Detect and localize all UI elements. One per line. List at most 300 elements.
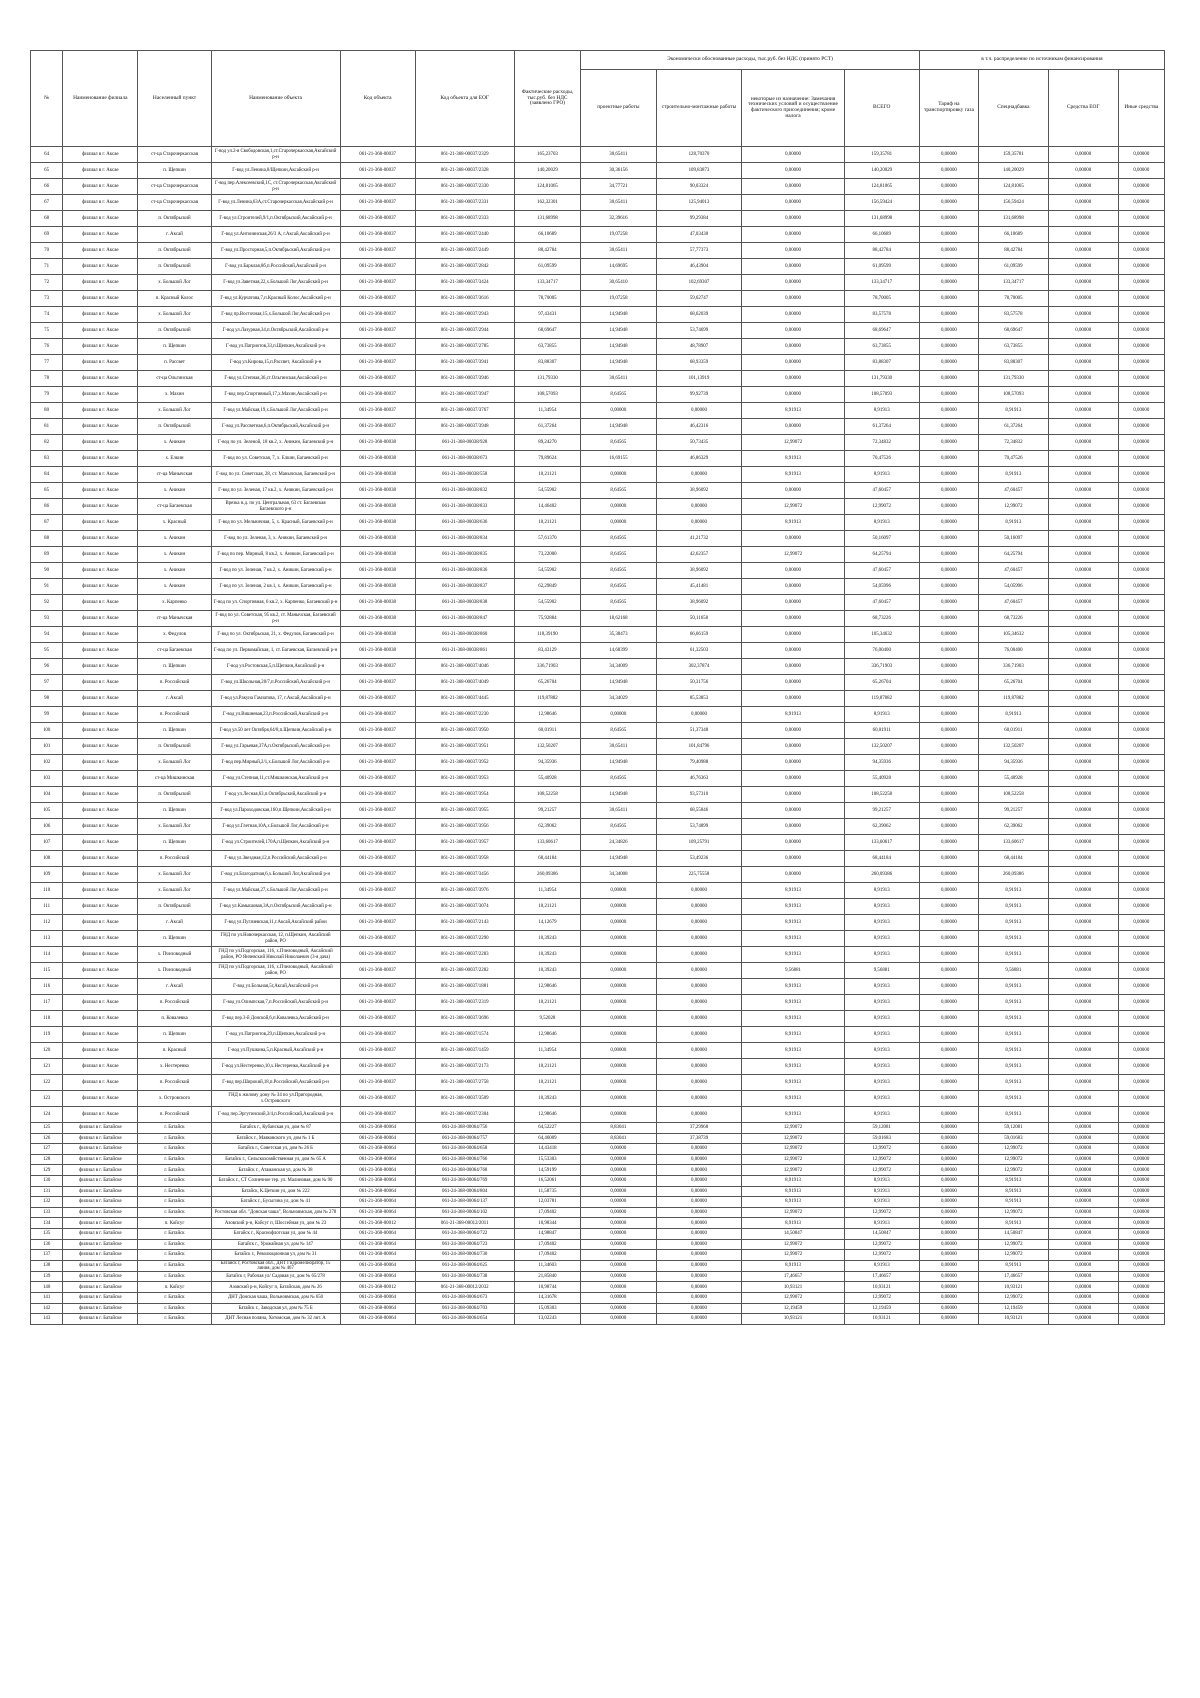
cell-branch: филиал в г. Аксае bbox=[63, 275, 138, 291]
cell-num: 122 bbox=[31, 1075, 63, 1091]
cell-actual: 54,55902 bbox=[514, 595, 581, 611]
cell-notes: 0,00000 bbox=[742, 771, 844, 787]
cell-special: 131,68998 bbox=[978, 211, 1048, 227]
cell-design: 34,34029 bbox=[581, 691, 656, 707]
cell-object-code: 061-21-368-00037 bbox=[340, 755, 415, 771]
cell-settlement: п. Российский bbox=[138, 675, 211, 691]
cell-object-code: 061-21-368-00037 bbox=[340, 179, 415, 195]
cell-object-code: 061-21-368-00037 bbox=[340, 259, 415, 275]
cell-special: 88,42784 bbox=[978, 243, 1048, 259]
cell-object-code: 061-21-368-00037 bbox=[340, 803, 415, 819]
cell-other-funds: 0,00000 bbox=[1118, 915, 1164, 931]
table-row bbox=[31, 627, 1165, 643]
cell-branch: филиал в г. Аксае bbox=[63, 899, 138, 915]
cell-actual: 10,21121 bbox=[514, 515, 581, 531]
cell-design: 0,00000 bbox=[581, 1292, 656, 1303]
cell-object-name: Г-вод по ул. Зеленая, 7 кв.2, х. Аникин, Багаевский р-н bbox=[211, 563, 340, 579]
cell-eog-funds: 0,00000 bbox=[1048, 867, 1118, 883]
cell-num: 96 bbox=[31, 659, 63, 675]
cell-eog-code: 061-24-368-00064/804 bbox=[415, 1186, 514, 1197]
cell-object-code: 061-21-368-00037 bbox=[340, 323, 415, 339]
cell-other-funds: 0,00000 bbox=[1118, 419, 1164, 435]
cell-design: 0,00000 bbox=[581, 1175, 656, 1186]
cell-object-name: Азовский р-н, Койсуг п, Шоссейная ул, дом № 23 bbox=[211, 1218, 340, 1229]
cell-object-code: 061-21-368-00037 bbox=[340, 723, 415, 739]
cell-notes: 8,91913 bbox=[742, 995, 844, 1011]
cell-notes: 0,00000 bbox=[742, 835, 844, 851]
cell-eog-funds: 0,00000 bbox=[1048, 1075, 1118, 1091]
cell-other-funds: 0,00000 bbox=[1118, 1218, 1164, 1229]
table-row bbox=[31, 723, 1165, 739]
cell-special: 83,88307 bbox=[978, 355, 1048, 371]
cell-other-funds: 0,00000 bbox=[1118, 1165, 1164, 1176]
cell-construction: 57,77373 bbox=[656, 243, 742, 259]
cell-actual: 11,34954 bbox=[514, 403, 581, 419]
cell-branch: филиал в г. Аксае bbox=[63, 547, 138, 563]
cell-settlement: г. Батайск bbox=[138, 1239, 211, 1250]
cell-design: 34,34008 bbox=[581, 867, 656, 883]
cell-total: 62,39062 bbox=[844, 819, 919, 835]
cell-eog-code: 061-21-368-00038/558 bbox=[415, 467, 514, 483]
cell-special: 47,60457 bbox=[978, 563, 1048, 579]
cell-eog-funds: 0,00000 bbox=[1048, 1292, 1118, 1303]
cell-object-name: Г-вод ул.Просторная,5,п.Октябрьский,Аксайский р-н bbox=[211, 243, 340, 259]
cell-settlement: п. Щепкин bbox=[138, 835, 211, 851]
cell-construction: 46,42316 bbox=[656, 419, 742, 435]
table-row bbox=[31, 755, 1165, 771]
cell-eog-funds: 0,00000 bbox=[1048, 1011, 1118, 1027]
cell-total: 10,93121 bbox=[844, 1282, 919, 1293]
cell-notes: 0,00000 bbox=[742, 691, 844, 707]
cell-num: 140 bbox=[31, 1282, 63, 1293]
cell-eog-code: 061-24-368-00064/625 bbox=[415, 1260, 514, 1271]
cell-tariff: 0,00000 bbox=[919, 531, 978, 547]
cell-eog-funds: 0,00000 bbox=[1048, 1250, 1118, 1261]
cell-eog-funds: 0,00000 bbox=[1048, 1218, 1118, 1229]
cell-branch: филиал в г. Аксае bbox=[63, 451, 138, 467]
cell-design: 0,00000 bbox=[581, 931, 656, 947]
cell-tariff: 0,00000 bbox=[919, 467, 978, 483]
cell-branch: филиал в г. Аксае bbox=[63, 243, 138, 259]
cell-actual: 14,98847 bbox=[514, 1228, 581, 1239]
cell-num: 82 bbox=[31, 435, 63, 451]
cell-branch: филиал в г. Аксае bbox=[63, 227, 138, 243]
cell-tariff: 0,00000 bbox=[919, 339, 978, 355]
cell-eog-funds: 0,00000 bbox=[1048, 595, 1118, 611]
cell-branch: филиал в г. Аксае bbox=[63, 659, 138, 675]
cell-total: 66,10689 bbox=[844, 227, 919, 243]
cell-construction: 102,69307 bbox=[656, 275, 742, 291]
cell-branch: филиал в г. Аксае bbox=[63, 675, 138, 691]
cell-total: 47,60457 bbox=[844, 483, 919, 499]
cell-total: 8,91913 bbox=[844, 883, 919, 899]
cell-tariff: 0,00000 bbox=[919, 691, 978, 707]
cell-branch: филиал в г. Аксае bbox=[63, 707, 138, 723]
cell-eog-funds: 0,00000 bbox=[1048, 1207, 1118, 1218]
cell-total: 140,20029 bbox=[844, 163, 919, 179]
cell-notes: 0,00000 bbox=[742, 611, 844, 627]
table-row bbox=[31, 1260, 1165, 1271]
cell-eog-funds: 0,00000 bbox=[1048, 147, 1118, 163]
cell-object-name: Г-вод ул.Больная,5г,Аксай,Аксайский р-н bbox=[211, 979, 340, 995]
cell-tariff: 0,00000 bbox=[919, 179, 978, 195]
cell-object-name: Г-вод пер.Спортивный,17,х.Махин,Аксайский р-н bbox=[211, 387, 340, 403]
table-row bbox=[31, 1123, 1165, 1134]
cell-tariff: 0,00000 bbox=[919, 563, 978, 579]
cell-eog-funds: 0,00000 bbox=[1048, 803, 1118, 819]
table-row bbox=[31, 1186, 1165, 1197]
cell-tariff: 0,00000 bbox=[919, 787, 978, 803]
cell-branch: филиал в г. Аксае bbox=[63, 1075, 138, 1091]
cell-eog-funds: 0,00000 bbox=[1048, 1059, 1118, 1075]
cell-total: 8,91913 bbox=[844, 403, 919, 419]
cell-branch: филиал в г. Батайске bbox=[63, 1239, 138, 1250]
cell-object-name: Батайск г., Краснофлотская ул, дом № 44 bbox=[211, 1228, 340, 1239]
cell-actual: 131,79330 bbox=[514, 371, 581, 387]
table-row bbox=[31, 531, 1165, 547]
cell-num: 120 bbox=[31, 1043, 63, 1059]
cell-object-code: 061-21-368-00037 bbox=[340, 867, 415, 883]
cell-design: 8,64565 bbox=[581, 563, 656, 579]
cell-notes: 8,91913 bbox=[742, 1218, 844, 1229]
cell-num: 130 bbox=[31, 1175, 63, 1186]
cell-branch: филиал в г. Аксае bbox=[63, 211, 138, 227]
cell-construction: 0,00000 bbox=[656, 1091, 742, 1107]
cell-special: 12,99072 bbox=[978, 1207, 1048, 1218]
cell-notes: 12,99072 bbox=[742, 435, 844, 451]
cell-construction: 41,21732 bbox=[656, 531, 742, 547]
cell-eog-code: 061-21-368-00037/2842 bbox=[415, 259, 514, 275]
cell-design: 30,65411 bbox=[581, 147, 656, 163]
cell-total: 61,37264 bbox=[844, 419, 919, 435]
cell-construction: 37,29968 bbox=[656, 1123, 742, 1134]
cell-settlement: ст-ца Старочеркасская bbox=[138, 147, 211, 163]
header-total: ВСЕГО bbox=[844, 70, 919, 147]
cell-eog-code: 061-21-368-00038/928 bbox=[415, 435, 514, 451]
cell-eog-funds: 0,00000 bbox=[1048, 627, 1118, 643]
cell-notes: 17,46657 bbox=[742, 1271, 844, 1282]
cell-object-name: Батайск г., СТ Солнечное тер. ул. Малиновая, дом № 90 bbox=[211, 1175, 340, 1186]
cell-actual: 60,01911 bbox=[514, 723, 581, 739]
cell-special: 61,37264 bbox=[978, 419, 1048, 435]
cell-eog-funds: 0,00000 bbox=[1048, 467, 1118, 483]
cell-num: 142 bbox=[31, 1303, 63, 1314]
cell-notes: 0,00000 bbox=[742, 243, 844, 259]
cell-eog-funds: 0,00000 bbox=[1048, 1271, 1118, 1282]
cell-tariff: 0,00000 bbox=[919, 403, 978, 419]
cell-construction: 0,00000 bbox=[656, 883, 742, 899]
cell-eog-funds: 0,00000 bbox=[1048, 755, 1118, 771]
cell-eog-code: 061-21-368-00037/2283 bbox=[415, 947, 514, 963]
cell-design: 30,65410 bbox=[581, 275, 656, 291]
cell-settlement: ст-ца Багаевская bbox=[138, 643, 211, 659]
cell-num: 101 bbox=[31, 739, 63, 755]
cell-eog-funds: 0,00000 bbox=[1048, 339, 1118, 355]
cell-eog-funds: 0,00000 bbox=[1048, 163, 1118, 179]
cell-settlement: х. Красный bbox=[138, 515, 211, 531]
cell-design: 24,34826 bbox=[581, 835, 656, 851]
cell-actual: 61,37264 bbox=[514, 419, 581, 435]
cell-total: 260,09386 bbox=[844, 867, 919, 883]
cell-special: 159,35781 bbox=[978, 147, 1048, 163]
cell-tariff: 0,00000 bbox=[919, 1197, 978, 1208]
header-actual-costs: Фактические расходы, тыс.руб. без НДС (заявлено ГРО) bbox=[514, 51, 581, 147]
cell-tariff: 0,00000 bbox=[919, 1059, 978, 1075]
table-row bbox=[31, 947, 1165, 963]
cell-design: 30,65411 bbox=[581, 195, 656, 211]
cell-construction: 46,76363 bbox=[656, 771, 742, 787]
cell-total: 133,34717 bbox=[844, 275, 919, 291]
cell-design: 30,65411 bbox=[581, 803, 656, 819]
cell-eog-funds: 0,00000 bbox=[1048, 563, 1118, 579]
cell-other-funds: 0,00000 bbox=[1118, 339, 1164, 355]
cell-branch: филиал в г. Аксае bbox=[63, 467, 138, 483]
cell-actual: 12,98646 bbox=[514, 707, 581, 723]
table-header bbox=[31, 51, 1165, 147]
cell-eog-code: 061-21-368-00038/861 bbox=[415, 643, 514, 659]
cell-notes: 8,91913 bbox=[742, 931, 844, 947]
cell-construction: 128,70370 bbox=[656, 147, 742, 163]
cell-tariff: 0,00000 bbox=[919, 723, 978, 739]
cell-object-name: Г-вод ул.Барклая,8б,п.Российский,Аксайский р-н bbox=[211, 259, 340, 275]
cell-construction: 0,00000 bbox=[656, 1186, 742, 1197]
cell-notes: 0,00000 bbox=[742, 355, 844, 371]
cell-tariff: 0,00000 bbox=[919, 915, 978, 931]
cell-actual: 133,34717 bbox=[514, 275, 581, 291]
cell-total: 17,46657 bbox=[844, 1271, 919, 1282]
cell-object-name: Г-вод по ул. Октябрьская, 21, х. Федулов, Багаевский р-н bbox=[211, 627, 340, 643]
cell-total: 60,01911 bbox=[844, 723, 919, 739]
cell-notes: 8,91913 bbox=[742, 1197, 844, 1208]
cell-branch: филиал в г. Батайске bbox=[63, 1314, 138, 1325]
cell-settlement: п. Октябрьский bbox=[138, 259, 211, 275]
cell-eog-code: 061-21-368-00037/4046 bbox=[415, 659, 514, 675]
cell-tariff: 0,00000 bbox=[919, 211, 978, 227]
cell-total: 12,99072 bbox=[844, 1292, 919, 1303]
cell-branch: филиал в г. Аксае bbox=[63, 403, 138, 419]
cell-total: 8,91913 bbox=[844, 1218, 919, 1229]
cell-branch: филиал в г. Аксае bbox=[63, 803, 138, 819]
cell-branch: филиал в г. Аксае bbox=[63, 627, 138, 643]
cell-eog-code: 061-21-368-00037/2944 bbox=[415, 323, 514, 339]
cell-num: 94 bbox=[31, 627, 63, 643]
cell-object-name: Г-вод ул.Вишневая,23,п.Российский,Аксайский р-н bbox=[211, 707, 340, 723]
table-row bbox=[31, 499, 1165, 515]
table-row bbox=[31, 851, 1165, 867]
cell-object-code: 061-21-368-00037 bbox=[340, 227, 415, 243]
cell-other-funds: 0,00000 bbox=[1118, 947, 1164, 963]
cell-eog-funds: 0,00000 bbox=[1048, 675, 1118, 691]
cell-tariff: 0,00000 bbox=[919, 1107, 978, 1123]
cell-object-code: 061-21-368-00037 bbox=[340, 307, 415, 323]
table-row bbox=[31, 611, 1165, 627]
cell-eog-funds: 0,00000 bbox=[1048, 275, 1118, 291]
cell-num: 136 bbox=[31, 1239, 63, 1250]
cell-num: 118 bbox=[31, 1011, 63, 1027]
cell-other-funds: 0,00000 bbox=[1118, 899, 1164, 915]
cell-eog-funds: 0,00000 bbox=[1048, 1303, 1118, 1314]
cell-num: 80 bbox=[31, 403, 63, 419]
cell-eog-code: 061-24-368-00064/703 bbox=[415, 1303, 514, 1314]
cell-num: 71 bbox=[31, 259, 63, 275]
cell-eog-code: 061-24-368-00064/768 bbox=[415, 1165, 514, 1176]
cell-tariff: 0,00000 bbox=[919, 515, 978, 531]
cell-total: 8,91913 bbox=[844, 947, 919, 963]
cell-eog-funds: 0,00000 bbox=[1048, 691, 1118, 707]
cell-notes: 9,56881 bbox=[742, 963, 844, 979]
cell-object-name: ГНД по ул.Подгорская, 116, х.Пчеловодный, Аксайский район, РО bbox=[211, 963, 340, 979]
cell-other-funds: 0,00000 bbox=[1118, 515, 1164, 531]
cell-design: 0,00000 bbox=[581, 1165, 656, 1176]
cell-object-name: Азовский р-н, Койсуг п, Батайская, дом № 26 bbox=[211, 1282, 340, 1293]
cell-settlement: х. Елкин bbox=[138, 451, 211, 467]
cell-construction: 0,00000 bbox=[656, 499, 742, 515]
cell-branch: филиал в г. Аксае bbox=[63, 995, 138, 1011]
cell-other-funds: 0,00000 bbox=[1118, 723, 1164, 739]
cell-settlement: х. Пчеловодный bbox=[138, 963, 211, 979]
cell-construction: 225,75558 bbox=[656, 867, 742, 883]
cell-eog-funds: 0,00000 bbox=[1048, 435, 1118, 451]
cell-total: 70,47526 bbox=[844, 451, 919, 467]
cell-eog-funds: 0,00000 bbox=[1048, 211, 1118, 227]
cell-special: 8,91913 bbox=[978, 995, 1048, 1011]
cell-settlement: х. Большой Лог bbox=[138, 403, 211, 419]
cell-eog-funds: 0,00000 bbox=[1048, 787, 1118, 803]
cell-special: 8,91913 bbox=[978, 1186, 1048, 1197]
cell-eog-code: 061-21-368-00038/833 bbox=[415, 499, 514, 515]
cell-eog-funds: 0,00000 bbox=[1048, 931, 1118, 947]
table-row bbox=[31, 147, 1165, 163]
cell-notes: 0,00000 bbox=[742, 595, 844, 611]
cell-object-name: Г-вод ул.Курчатова,7,п.Красный Колос,Аксайский р-н bbox=[211, 291, 340, 307]
cell-notes: 8,91913 bbox=[742, 1075, 844, 1091]
cell-branch: филиал в г. Аксае bbox=[63, 979, 138, 995]
cell-object-name: Батайск г., Кубанская ул, дом № 87 bbox=[211, 1123, 340, 1134]
cell-notes: 12,99072 bbox=[742, 1144, 844, 1155]
cell-settlement: п. Российский bbox=[138, 995, 211, 1011]
cell-total: 59,01683 bbox=[844, 1133, 919, 1144]
table-row bbox=[31, 483, 1165, 499]
cell-object-name: Г-вод пер.Мирный,2/1,х.Большой Лог,Аксайский р-н bbox=[211, 755, 340, 771]
cell-notes: 12,19459 bbox=[742, 1303, 844, 1314]
cell-branch: филиал в г. Аксае bbox=[63, 435, 138, 451]
cell-other-funds: 0,00000 bbox=[1118, 179, 1164, 195]
header-eog-funds: Средства ЕОГ bbox=[1048, 70, 1118, 147]
cell-num: 90 bbox=[31, 563, 63, 579]
cell-num: 75 bbox=[31, 323, 63, 339]
cell-settlement: п. Койсуг bbox=[138, 1282, 211, 1293]
cell-actual: 12,98646 bbox=[514, 1027, 581, 1043]
cell-num: 105 bbox=[31, 803, 63, 819]
cell-notes: 12,99072 bbox=[742, 1165, 844, 1176]
cell-eog-funds: 0,00000 bbox=[1048, 499, 1118, 515]
cell-special: 8,91913 bbox=[978, 883, 1048, 899]
cell-eog-funds: 0,00000 bbox=[1048, 771, 1118, 787]
cell-other-funds: 0,00000 bbox=[1118, 163, 1164, 179]
cell-construction: 0,00000 bbox=[656, 947, 742, 963]
cell-object-name: Г-вод ул.Строителей,170А,п.Щепкин,Аксайский р-н bbox=[211, 835, 340, 851]
cell-object-name: Г-вод ул.Школьная,20/7,п.Российский,Аксайский р-н bbox=[211, 675, 340, 691]
cell-tariff: 0,00000 bbox=[919, 1027, 978, 1043]
cell-object-name: Г-вод ул.Олимпская,7,п.Российский,Аксайский р-н bbox=[211, 995, 340, 1011]
cell-construction: 0,00000 bbox=[656, 707, 742, 723]
cell-design: 0,00000 bbox=[581, 403, 656, 419]
cell-construction: 0,00000 bbox=[656, 1250, 742, 1261]
cell-design: 8,64565 bbox=[581, 579, 656, 595]
cell-object-code: 061-21-368-00064 bbox=[340, 1228, 415, 1239]
cell-special: 8,91913 bbox=[978, 1218, 1048, 1229]
cell-branch: филиал в г. Батайске bbox=[63, 1303, 138, 1314]
cell-settlement: х. Островского bbox=[138, 1091, 211, 1107]
cell-tariff: 0,00000 bbox=[919, 483, 978, 499]
cell-other-funds: 0,00000 bbox=[1118, 259, 1164, 275]
cell-other-funds: 0,00000 bbox=[1118, 467, 1164, 483]
cell-object-name: Г-вод ул.2-я Свободовская,1,ст.Старочеркасская,Аксайский р-н bbox=[211, 147, 340, 163]
cell-design: 30,65411 bbox=[581, 243, 656, 259]
cell-settlement: г. Батайск bbox=[138, 1165, 211, 1176]
cell-branch: филиал в г. Аксае bbox=[63, 691, 138, 707]
cell-eog-funds: 0,00000 bbox=[1048, 403, 1118, 419]
cell-branch: филиал в г. Аксае bbox=[63, 371, 138, 387]
cell-object-name: Батайск г., Урожайная ул, дом № 147 bbox=[211, 1239, 340, 1250]
cell-total: 83,88307 bbox=[844, 355, 919, 371]
cell-notes: 10,93121 bbox=[742, 1282, 844, 1293]
cell-eog-code: 061-21-368-00037/3954 bbox=[415, 787, 514, 803]
cell-settlement: х. Махин bbox=[138, 387, 211, 403]
cell-eog-funds: 0,00000 bbox=[1048, 387, 1118, 403]
cell-object-name: ДНТ Донская чаша, Вольноямская, дом № 650 bbox=[211, 1292, 340, 1303]
cell-branch: филиал в г. Батайске bbox=[63, 1228, 138, 1239]
cell-actual: 21,85840 bbox=[514, 1271, 581, 1282]
cell-object-name: Г-вод ул.Степная,11,ст.Мишкинская,Аксайский р-н bbox=[211, 771, 340, 787]
cell-eog-funds: 0,00000 bbox=[1048, 915, 1118, 931]
cell-object-code: 061-21-368-00037 bbox=[340, 787, 415, 803]
cell-eog-funds: 0,00000 bbox=[1048, 1186, 1118, 1197]
cell-actual: 61,09599 bbox=[514, 259, 581, 275]
table-row bbox=[31, 339, 1165, 355]
cell-total: 88,42784 bbox=[844, 243, 919, 259]
cell-object-code: 061-21-368-00012 bbox=[340, 1218, 415, 1229]
cell-design: 0,00000 bbox=[581, 707, 656, 723]
cell-special: 83,57578 bbox=[978, 307, 1048, 323]
cell-special: 12,99072 bbox=[978, 1154, 1048, 1165]
cell-construction: 90,03324 bbox=[656, 179, 742, 195]
cell-num: 138 bbox=[31, 1260, 63, 1271]
cell-special: 12,99072 bbox=[978, 1144, 1048, 1155]
cell-notes: 0,00000 bbox=[742, 483, 844, 499]
cell-other-funds: 0,00000 bbox=[1118, 547, 1164, 563]
cell-object-code: 061-21-368-00037 bbox=[340, 1091, 415, 1107]
header-other-funds: Иные средства bbox=[1118, 70, 1164, 147]
table-row bbox=[31, 595, 1165, 611]
cell-eog-funds: 0,00000 bbox=[1048, 371, 1118, 387]
cell-special: 12,99072 bbox=[978, 1250, 1048, 1261]
cell-other-funds: 0,00000 bbox=[1118, 1011, 1164, 1027]
cell-settlement: г. Аксай bbox=[138, 979, 211, 995]
cell-eog-code: 061-24-368-00064/738 bbox=[415, 1271, 514, 1282]
cell-notes: 8,91913 bbox=[742, 1260, 844, 1271]
cell-design: 0,00000 bbox=[581, 1303, 656, 1314]
cell-actual: 11,58735 bbox=[514, 1186, 581, 1197]
cell-actual: 17,09402 bbox=[514, 1207, 581, 1218]
cell-other-funds: 0,00000 bbox=[1118, 931, 1164, 947]
cell-special: 17,46657 bbox=[978, 1271, 1048, 1282]
table-row bbox=[31, 707, 1165, 723]
cell-branch: филиал в г. Батайске bbox=[63, 1292, 138, 1303]
cell-branch: филиал в г. Батайске bbox=[63, 1260, 138, 1271]
cell-actual: 64,52227 bbox=[514, 1123, 581, 1134]
cell-branch: филиал в г. Аксае bbox=[63, 1011, 138, 1027]
